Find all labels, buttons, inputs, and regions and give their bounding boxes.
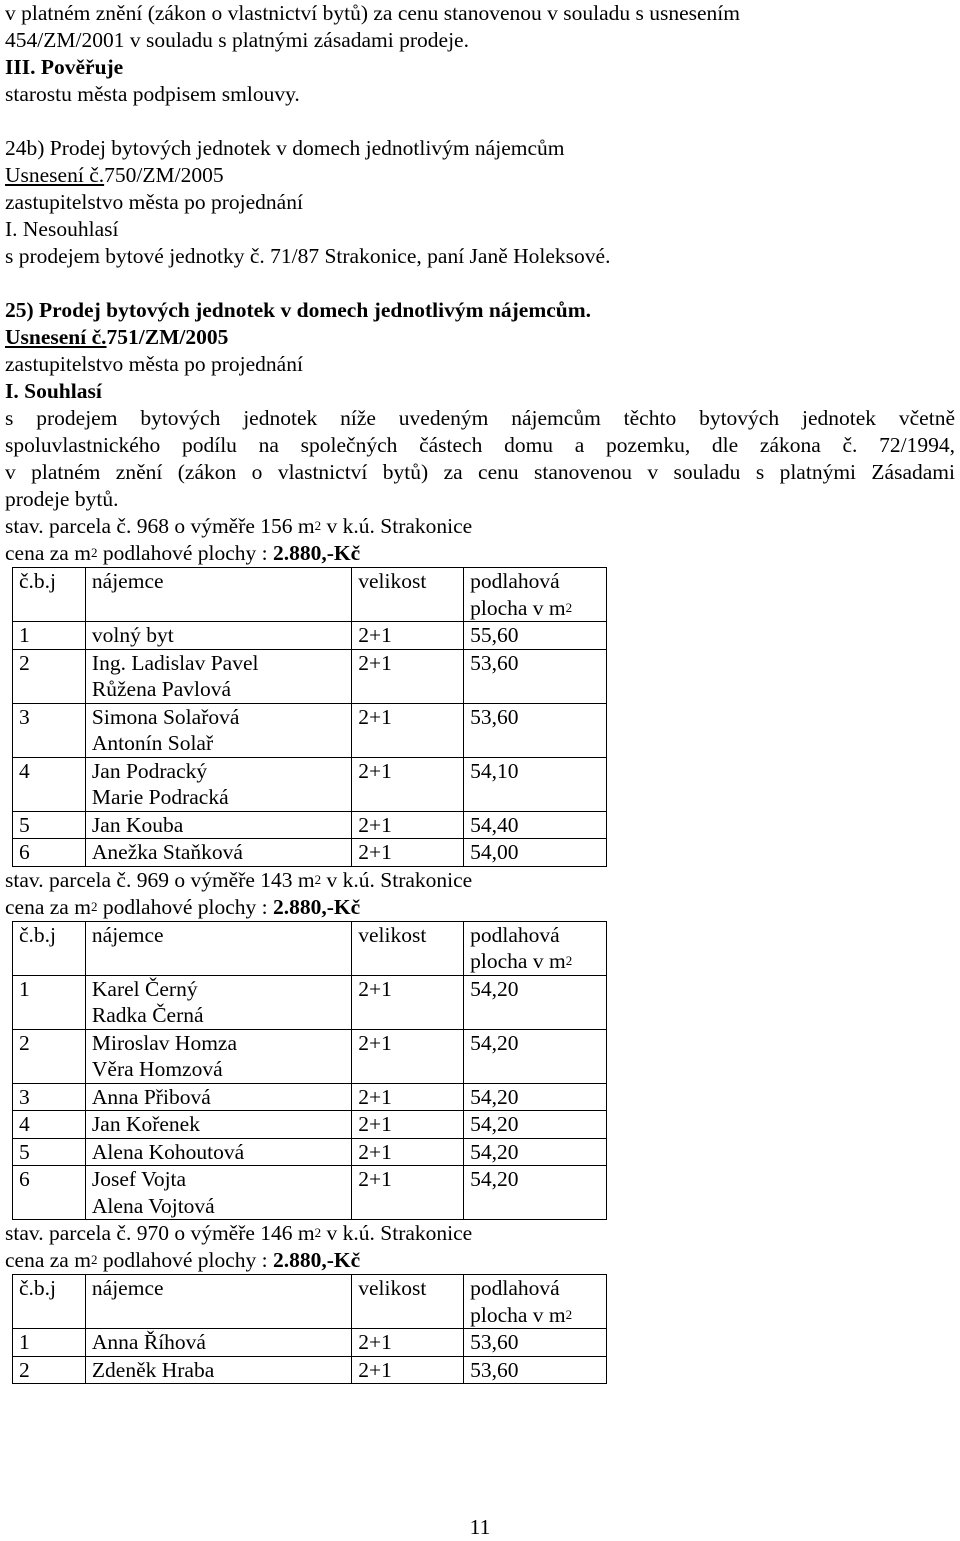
header-area-line-2: plocha v m: [470, 595, 566, 620]
section-24b-decision: I. Nesouhlasí: [5, 217, 119, 241]
superscript: 2: [314, 518, 322, 533]
tenant-cell: [85, 757, 351, 811]
resolution-number: 750/ZM/2005: [104, 163, 224, 187]
price-value: 2.880,-Kč: [273, 1248, 361, 1272]
unit-area: 54,40: [464, 811, 607, 839]
header-area-line-2: plocha v m: [470, 949, 566, 973]
tenant-cell: [85, 1111, 351, 1139]
tenant-name-2: Radka Černá: [91, 1003, 204, 1027]
superscript: 2: [565, 599, 573, 615]
table-row: [13, 1356, 607, 1384]
table-header-row: [13, 1275, 607, 1329]
parcel-list: [5, 513, 955, 1384]
section-24b-text: s prodejem bytové jednotky č. 71/87 Strakonice, paní Janě Holeksové.: [5, 244, 611, 268]
intro-heading: III. Pověřuje: [5, 55, 124, 79]
unit-size: 2+1: [352, 839, 464, 867]
price-text: podlahové plochy :: [97, 894, 273, 919]
section-25-paragraph-1: s prodejem bytových jednotek níže uvedeným nájemcům těchto bytových jednotek včetně: [5, 406, 955, 430]
header-unit-no: č.b.j: [13, 921, 86, 975]
price-line: [5, 894, 955, 921]
unit-size: 2+1: [352, 757, 464, 811]
unit-size: 2+1: [352, 1356, 464, 1384]
price-value: 2.880,-Kč: [273, 541, 361, 565]
tenant-name: Alena Kohoutová: [91, 1139, 245, 1164]
tenant-name: Anna Přibová: [91, 1084, 211, 1109]
superscript: 2: [90, 545, 98, 560]
unit-no: 6: [13, 1166, 86, 1220]
tenant-name: volný byt: [91, 623, 174, 647]
section-25-paragraph-2: spoluvlastnického podílu na společných částech domu a pozemku, dle zákona č. 72/1994,: [5, 433, 955, 457]
table-row: [13, 1029, 607, 1083]
header-area: [464, 921, 607, 975]
header-area-line-1: podlahová: [470, 569, 560, 593]
unit-no: 3: [13, 1083, 86, 1111]
parcel-text: stav. parcela č. 969 o výměře 143 m: [5, 867, 315, 892]
unit-area: 54,20: [464, 975, 607, 1029]
unit-area: 54,20: [464, 1029, 607, 1083]
tenant-name-2: Růžena Pavlová: [91, 677, 232, 701]
intro-line-2: 454/ZM/2001 v souladu s platnými zásadami prodeje.: [5, 28, 469, 52]
unit-area: 53,60: [464, 1329, 607, 1357]
unit-size: 2+1: [352, 1329, 464, 1357]
section-25-title: 25) Prodej bytových jednotek v domech jednotlivým nájemcům.: [5, 298, 592, 322]
intro-line-1: v platném znění (zákon o vlastnictví bytů) za cenu stanovenou v souladu s usnesením: [5, 1, 740, 25]
document-page: [5, 0, 955, 1384]
tenant-name-2: Marie Podracká: [91, 785, 229, 809]
unit-no: 1: [13, 975, 86, 1029]
unit-area: 54,20: [464, 1166, 607, 1220]
table-row: [13, 757, 607, 811]
tenant-cell: [85, 839, 351, 867]
unit-size: 2+1: [352, 1083, 464, 1111]
header-area-line-1: podlahová: [470, 1276, 560, 1300]
table-row: [13, 975, 607, 1029]
header-area: [464, 1275, 607, 1329]
unit-area: 53,60: [464, 649, 607, 703]
header-area: [464, 568, 607, 622]
table-header-row: [13, 921, 607, 975]
unit-area: 54,00: [464, 839, 607, 867]
unit-no: 2: [13, 649, 86, 703]
price-line: [5, 1247, 955, 1274]
parcel-text: stav. parcela č. 970 o výměře 146 m: [5, 1221, 315, 1245]
header-size: velikost: [352, 1275, 464, 1329]
unit-area: 54,20: [464, 1083, 607, 1111]
header-tenant: nájemce: [85, 568, 351, 622]
superscript: 2: [90, 1252, 98, 1267]
units-table: [12, 567, 607, 867]
unit-size: 2+1: [352, 622, 464, 650]
price-value: 2.880,-Kč: [273, 894, 361, 919]
unit-size: 2+1: [352, 1166, 464, 1220]
tenant-name-2: Alena Vojtová: [91, 1193, 215, 1218]
table-row: [13, 1111, 607, 1139]
table-row: [13, 811, 607, 839]
tenant-cell: [85, 703, 351, 757]
section-25-council: zastupitelstvo města po projednání: [5, 352, 303, 376]
unit-size: 2+1: [352, 811, 464, 839]
superscript: 2: [90, 898, 98, 914]
header-size: velikost: [352, 921, 464, 975]
resolution-number: 751/ZM/2005: [106, 325, 229, 349]
price-text: podlahové plochy :: [97, 1248, 273, 1272]
tenant-cell: [85, 1138, 351, 1166]
superscript: 2: [314, 1225, 322, 1240]
header-area-line-1: podlahová: [470, 922, 560, 947]
unit-no: 1: [13, 1329, 86, 1357]
header-tenant: nájemce: [85, 1275, 351, 1329]
tenant-name: Anežka Staňková: [91, 840, 243, 864]
section-25-paragraph-3: v platném znění (zákon o vlastnictví bytů) za cenu stanovenou v souladu s platnými Zásadami: [5, 460, 955, 484]
tenant-name: Jan Kořenek: [91, 1112, 200, 1136]
parcel-text: v k.ú. Strakonice: [321, 867, 473, 892]
units-table: [12, 1274, 607, 1384]
unit-no: 4: [13, 757, 86, 811]
header-tenant: nájemce: [85, 921, 351, 975]
table-row: [13, 839, 607, 867]
parcel-line: [5, 513, 955, 540]
section-25-resolution: [5, 324, 955, 351]
tenant-cell: [85, 1329, 351, 1357]
header-unit-no: č.b.j: [13, 1275, 86, 1329]
table-row: [13, 1138, 607, 1166]
tenant-name: Josef Vojta: [91, 1167, 187, 1191]
section-24b-resolution: [5, 162, 955, 189]
superscript: 2: [565, 1306, 573, 1322]
price-text: cena za m: [5, 1248, 91, 1272]
unit-size: 2+1: [352, 975, 464, 1029]
parcel-text: v k.ú. Strakonice: [321, 514, 473, 538]
tenant-name: Jan Kouba: [91, 812, 184, 837]
section-25-decision: I. Souhlasí: [5, 379, 102, 403]
tenant-cell: [85, 649, 351, 703]
unit-no: 4: [13, 1111, 86, 1139]
tenant-name: Jan Podracký: [91, 758, 208, 783]
price-text: cena za m: [5, 541, 91, 565]
units-table: [12, 921, 607, 1221]
table-header-row: [13, 568, 607, 622]
table-row: [13, 1083, 607, 1111]
unit-no: 2: [13, 1029, 86, 1083]
parcel-text: stav. parcela č. 968 o výměře 156 m: [5, 514, 315, 538]
parcel-line: [5, 867, 955, 894]
page-number: 11: [469, 1515, 491, 1539]
intro-line-3: starostu města podpisem smlouvy.: [5, 82, 300, 106]
section-25-paragraph-4: prodeje bytů.: [5, 487, 119, 511]
table-row: [13, 622, 607, 650]
table-row: [13, 1329, 607, 1357]
unit-no: 6: [13, 839, 86, 867]
tenant-cell: [85, 1356, 351, 1384]
unit-no: 3: [13, 703, 86, 757]
header-area-line-2: plocha v m: [470, 1302, 566, 1327]
header-size: velikost: [352, 568, 464, 622]
unit-size: 2+1: [352, 1029, 464, 1083]
resolution-prefix: Usnesení č.: [5, 325, 107, 349]
tenant-name: Simona Solařová: [91, 704, 240, 729]
unit-size: 2+1: [352, 1138, 464, 1166]
tenant-name: Miroslav Homza: [91, 1030, 237, 1055]
table-row: [13, 703, 607, 757]
tenant-name: Anna Říhová: [91, 1330, 206, 1354]
tenant-name: Zdeněk Hraba: [91, 1357, 215, 1382]
table-row: [13, 1166, 607, 1220]
unit-area: 53,60: [464, 703, 607, 757]
unit-no: 1: [13, 622, 86, 650]
unit-area: 53,60: [464, 1356, 607, 1384]
price-text: podlahové plochy :: [97, 541, 273, 565]
tenant-name: Karel Černý: [91, 976, 198, 1001]
unit-area: 54,10: [464, 757, 607, 811]
section-24b-council: zastupitelstvo města po projednání: [5, 190, 303, 214]
unit-size: 2+1: [352, 649, 464, 703]
tenant-name-2: Antonín Solař: [91, 731, 214, 755]
unit-size: 2+1: [352, 703, 464, 757]
superscript: 2: [314, 871, 322, 887]
tenant-cell: [85, 622, 351, 650]
tenant-name-2: Věra Homzová: [91, 1057, 223, 1081]
unit-area: 55,60: [464, 622, 607, 650]
price-text: cena za m: [5, 894, 91, 919]
tenant-cell: [85, 811, 351, 839]
unit-size: 2+1: [352, 1111, 464, 1139]
parcel-line: [5, 1220, 955, 1247]
tenant-cell: [85, 1166, 351, 1220]
header-unit-no: č.b.j: [13, 568, 86, 622]
unit-no: 2: [13, 1356, 86, 1384]
superscript: 2: [565, 953, 573, 968]
price-line: [5, 540, 955, 567]
table-row: [13, 649, 607, 703]
tenant-name: Ing. Ladislav Pavel: [91, 650, 259, 675]
resolution-prefix: Usnesení č.: [5, 163, 105, 187]
tenant-cell: [85, 975, 351, 1029]
unit-no: 5: [13, 1138, 86, 1166]
tenant-cell: [85, 1029, 351, 1083]
parcel-text: v k.ú. Strakonice: [321, 1221, 473, 1245]
unit-area: 54,20: [464, 1111, 607, 1139]
unit-no: 5: [13, 811, 86, 839]
tenant-cell: [85, 1083, 351, 1111]
unit-area: 54,20: [464, 1138, 607, 1166]
section-24b-title: 24b) Prodej bytových jednotek v domech jednotlivým nájemcům: [5, 136, 565, 160]
